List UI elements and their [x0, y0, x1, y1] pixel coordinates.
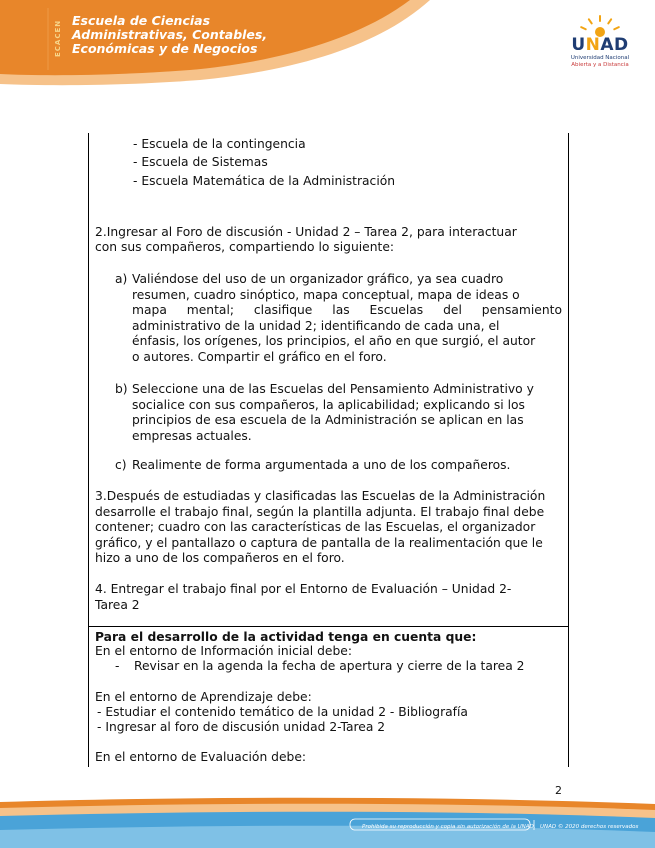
learning-env-item: - Ingresar al foro de discusión unidad 2-Tarea 2	[97, 720, 386, 734]
logo-subtitle: Universidad Nacional	[570, 55, 630, 61]
school-item: - Escuela Matemática de la Administración	[133, 174, 396, 188]
learning-env-label: En el entorno de Aprendizaje debe:	[95, 690, 312, 704]
learning-env-item: - Estudiar el contenido temático de la unidad 2 - Bibliografía	[97, 705, 468, 719]
school-item: - Escuela de la contingencia	[133, 137, 306, 151]
text-line: mapa mental; clasifique las Escuelas del pensamiento	[132, 303, 562, 317]
considerations-cell	[89, 627, 568, 767]
info-env-label: En el entorno de Información inicial debe:	[95, 644, 352, 658]
school-name-line: Administrativas, Contables,	[72, 27, 268, 42]
list-item-a	[132, 272, 562, 365]
text-line: Tarea 2	[95, 597, 140, 612]
text-line: socialice con sus compañeros, la aplicabilidad; explicando si los	[132, 397, 525, 412]
faculty-code: ECACEN	[54, 19, 62, 57]
content-table	[88, 133, 569, 767]
school-name-line: Económicas y de Negocios	[72, 41, 258, 56]
list-marker: a)	[115, 272, 128, 286]
eval-env-label: En el entorno de Evaluación debe:	[95, 750, 307, 764]
list-item-b	[132, 382, 562, 444]
footer-copyright: UNAD © 2020 derechos reservados	[540, 824, 639, 830]
logo-wordmark: UNAD	[571, 35, 629, 55]
text-line: desarrolle el trabajo final, según la plantilla adjunta. El trabajo final debe	[95, 504, 545, 519]
text-line: principios de esa escuela de la Administración se aplican en las	[132, 413, 524, 427]
school-item: - Escuela de Sistemas	[133, 155, 268, 169]
text-line: hizo a uno de los compañeros en el foro.	[95, 551, 345, 565]
list-marker: c)	[115, 458, 127, 472]
footer-notice: Prohibida su reproducción y copia sin autorización de la UNAD.	[362, 824, 536, 830]
school-name-line: Escuela de Ciencias	[72, 13, 211, 28]
sun-icon	[560, 13, 640, 37]
activity-steps-cell	[89, 133, 568, 627]
text-line: resumen, cuadro sinóptico, mapa conceptual, mapa de ideas o	[132, 287, 520, 302]
list-marker: -	[115, 659, 120, 673]
considerations-heading: Para el desarrollo de la actividad tenga en cuenta que:	[95, 630, 477, 644]
text-line: 4. Entregar el trabajo final por el Entorno de Evaluación – Unidad 2-	[95, 582, 512, 596]
text-line: contener; cuadro con las características de las Escuelas, el organizador	[95, 520, 536, 534]
text-line: o autores. Compartir el gráfico en el foro.	[132, 349, 387, 364]
footer-banner	[0, 796, 655, 848]
list-item-c: Realimente de forma argumentada a uno de los compañeros.	[132, 458, 511, 472]
step3-paragraph	[95, 489, 561, 567]
list-marker: b)	[115, 382, 128, 396]
text-line: gráfico, y el pantallazo o captura de pantalla de la realimentación que le	[95, 535, 543, 550]
info-env-item: Revisar en la agenda la fecha de apertura y cierre de la tarea 2	[134, 659, 525, 673]
unad-logo	[560, 13, 640, 73]
text-line: 3.Después de estudiadas y clasificadas las Escuelas de la Administración	[95, 489, 546, 503]
school-name	[72, 14, 312, 56]
text-line: administrativo de la unidad 2; identificando de cada una, el	[132, 318, 500, 333]
text-line: Valiéndose del uso de un organizador gráfico, ya sea cuadro	[132, 272, 504, 286]
logo-subtitle: Abierta y a Distancia	[571, 62, 629, 68]
step2-intro: 2.Ingresar al Foro de discusión - Unidad 2 – Tarea 2, para interactuar	[95, 225, 517, 239]
step4-paragraph	[95, 582, 561, 613]
text-line: Seleccione una de las Escuelas del Pensamiento Administrativo y	[132, 382, 534, 396]
text-line: empresas actuales.	[132, 428, 252, 443]
text-line: énfasis, los orígenes, los principios, el año en que surgió, el autor	[132, 334, 536, 348]
page-number: 2	[555, 784, 562, 797]
step2-intro: con sus compañeros, compartiendo lo siguiente:	[95, 240, 395, 254]
